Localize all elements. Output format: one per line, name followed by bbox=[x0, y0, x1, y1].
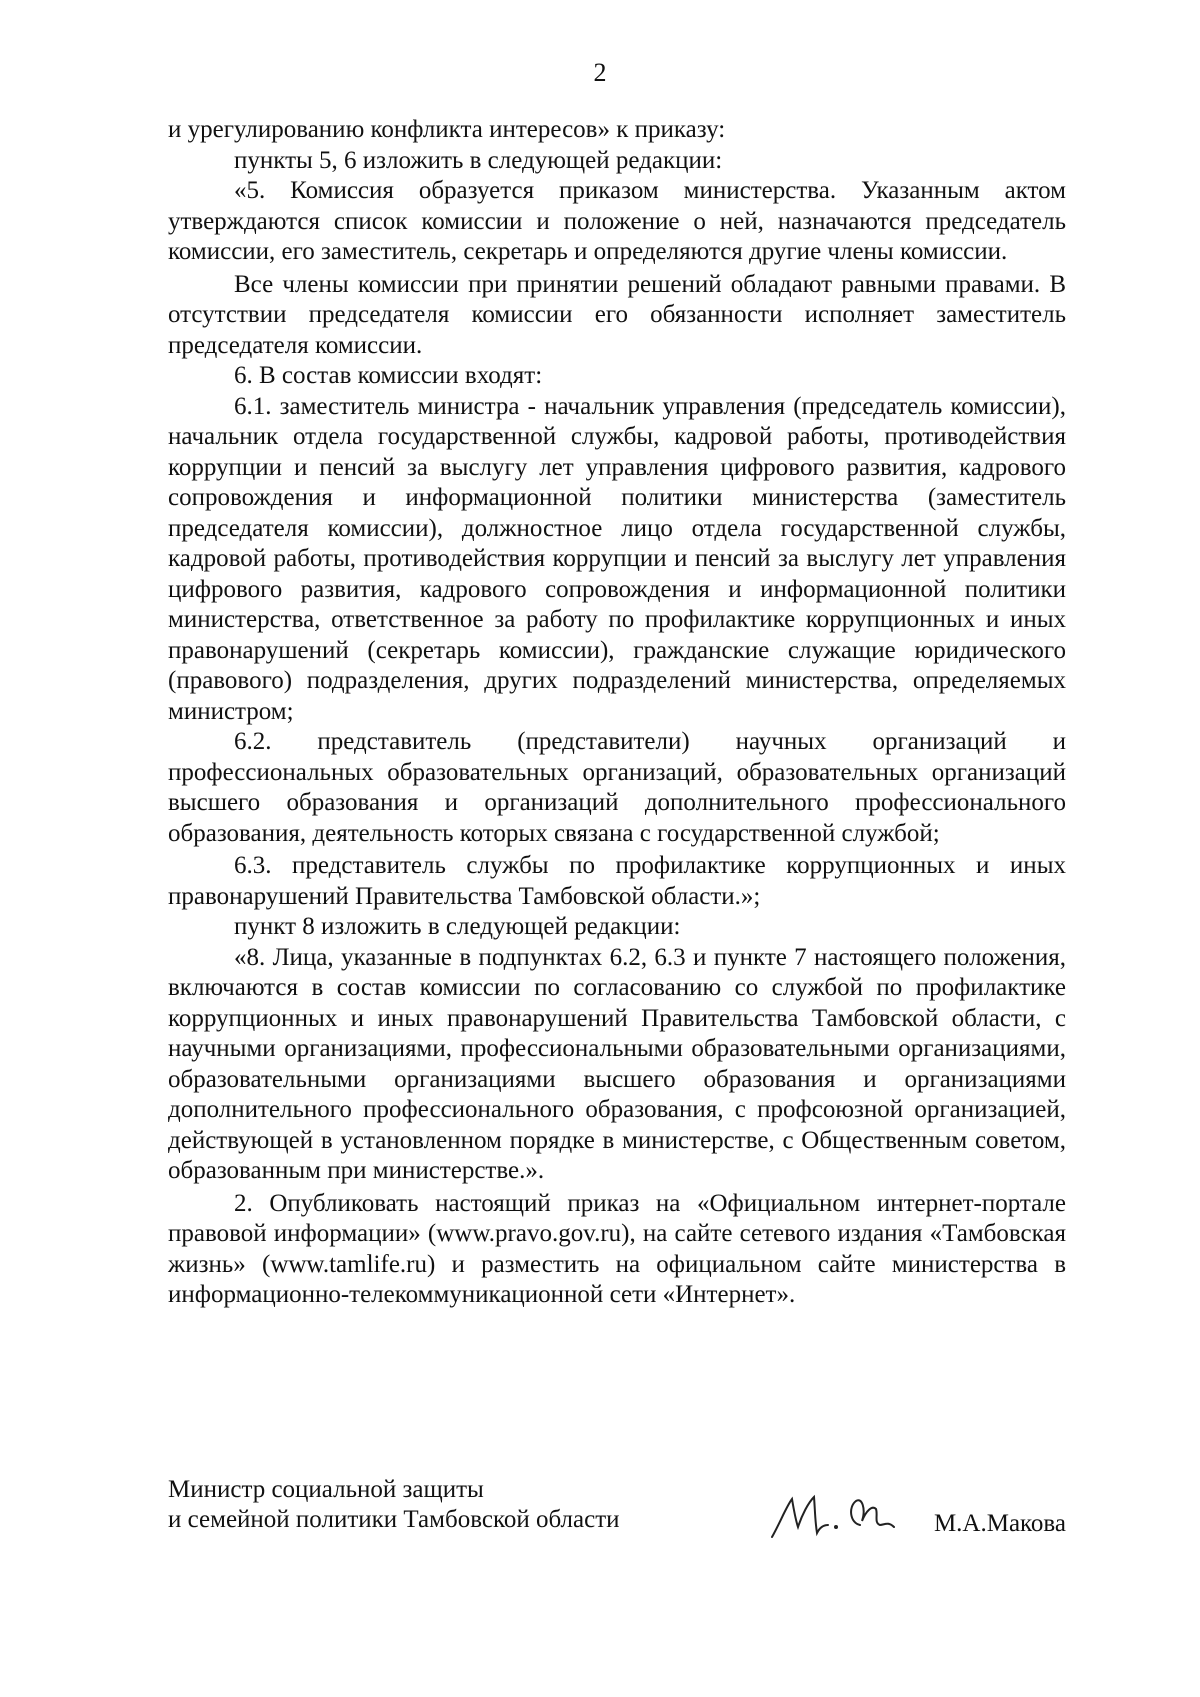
signatory-title bbox=[168, 1475, 620, 1535]
paragraph-clause-6-3: 6.3. представитель службы по профилактике коррупционных и иных правонарушений Правительства Тамбовской области.»; bbox=[168, 852, 1066, 910]
signatory-title-line-2: и семейной политики Тамбовской области bbox=[168, 1506, 620, 1533]
paragraph-clause-6: 6. В состав комиссии входят: bbox=[234, 362, 543, 389]
paragraph-clause-6-2: 6.2. представитель (представители) научных организаций и профессиональных образовательных организаций, образовательных организаций высшего образования и организаций дополнительного профессионального образования, деятельность которых связана с государственной службой; bbox=[168, 728, 1066, 847]
document-body bbox=[168, 115, 1066, 1311]
handwritten-signature bbox=[768, 1487, 908, 1547]
signatory-title-line-1: Министр социальной защиты bbox=[168, 1476, 484, 1503]
paragraph-items-5-6: пункты 5, 6 изложить в следующей редакции: bbox=[234, 146, 723, 174]
paragraph-clause-6-1: 6.1. заместитель министра - начальник управления (председатель комиссии), начальник отдела государственной службы, кадровой работы, противодействия коррупции и пенсий за выслугу лет управления цифрового развития, кадрового сопровождения и информационной политики министерства (заместитель председателя комиссии), должностное лицо отдела государственной службы, кадровой работы, противодействия коррупции и пенсий за выслугу лет управления цифрового развития, кадрового сопровождения и информационной политики министерства, ответственное за работу по профилактике коррупционных и иных правонарушений (секретарь комиссии), гражданские служащие юридического (правового) подразделения, других подразделений министерства, определяемых министром; bbox=[168, 392, 1066, 725]
paragraph-publish: 2. Опубликовать настоящий приказ на «Официальном интернет-портале правовой информации» (www.pravo.gov.ru), на сайте сетевого издания «Тамбовская жизнь» (www.tamlife.ru) и разместить на официальном сайте министерства в информационно-телекоммуникационной сети «Интернет». bbox=[168, 1189, 1066, 1308]
paragraph-clause-5: «5. Комиссия образуется приказом министерства. Указанным актом утверждаются список комиссии и положение о ней, назначаются председатель комиссии, его заместитель, секретарь и определяются другие члены комиссии. bbox=[168, 177, 1066, 265]
paragraph-item-8: пункт 8 изложить в следующей редакции: bbox=[234, 913, 681, 940]
paragraph-clause-8: «8. Лица, указанные в подпунктах 6.2, 6.3 и пункте 7 настоящего положения, включаются в состав комиссии по согласованию со службой по профилактике коррупционных и иных правонарушений Правительства Тамбовской области, с научными организациями, профессиональными образовательными организациями, образовательными организациями высшего образования и организациями дополнительного профессионального образования, с профсоюзной организацией, действующей в установленном порядке в министерстве, с Общественным советом, образованным при министерстве.». bbox=[168, 943, 1066, 1184]
signature-block bbox=[168, 1475, 1066, 1555]
signatory-name: М.А.Макова bbox=[933, 1510, 1066, 1537]
paragraph-continuation: и урегулированию конфликта интересов» к приказу: bbox=[168, 116, 726, 143]
page-number: 2 bbox=[593, 58, 607, 87]
paragraph-equal-rights: Все члены комиссии при принятии решений обладают равными правами. В отсутствии председателя комиссии его обязанности исполняет заместитель председателя комиссии. bbox=[168, 270, 1066, 359]
